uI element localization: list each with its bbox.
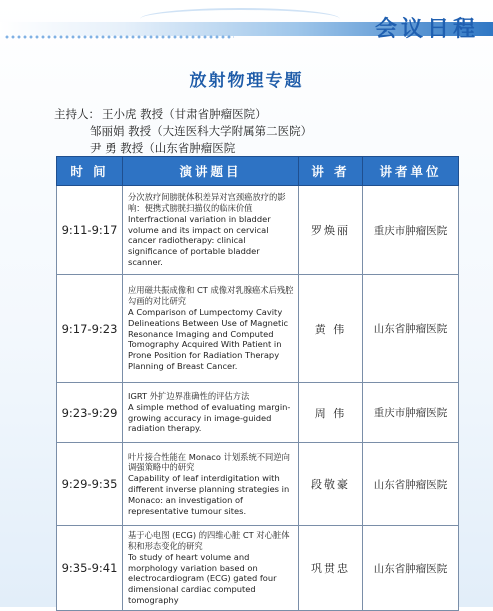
row-title bbox=[123, 526, 299, 611]
title-en: A simple method of evaluating margin-growing accuracy in image-guided radiation therapy. bbox=[128, 401, 291, 434]
row-time: 9:35-9:41 bbox=[57, 526, 123, 611]
session-topic: 放射物理专题 bbox=[189, 71, 304, 91]
banner-title: 会议日程 bbox=[374, 17, 479, 42]
row-unit: 山东省肿瘤医院 bbox=[363, 443, 459, 526]
row-time: 9:29-9:35 bbox=[57, 443, 123, 526]
table-row bbox=[57, 275, 459, 383]
title-en: Capability of leaf interdigitation with different inverse planning strategies in Monaco: an investigation of representative tumour sites. bbox=[128, 473, 290, 516]
table-header-row bbox=[57, 157, 459, 186]
title-zh: IGRT 外扩边界准确性的评估方法 bbox=[128, 390, 250, 401]
row-speaker: 黄 伟 bbox=[299, 275, 363, 383]
schedule-table bbox=[56, 156, 459, 611]
row-time: 9:11-9:17 bbox=[57, 186, 123, 275]
hosts-block bbox=[54, 106, 312, 157]
host-1: 王小虎 教授（甘肃省肿瘤医院） bbox=[102, 107, 267, 121]
row-speaker: 罗焕丽 bbox=[299, 186, 363, 275]
title-zh: 分次放疗间膀胱体积差异对宫颈癌放疗的影响：便携式膀胱扫描仪的临床价值 bbox=[128, 192, 286, 213]
banner-dots bbox=[4, 34, 234, 40]
title-en: To study of heart volume and morphology variation based on electrocardiogram (ECG) gated four dimensional cardiac computed tomography bbox=[128, 551, 277, 605]
row-unit: 山东省肿瘤医院 bbox=[363, 526, 459, 611]
row-unit: 重庆市肿瘤医院 bbox=[363, 186, 459, 275]
table-row bbox=[57, 443, 459, 526]
row-speaker: 段敬豪 bbox=[299, 443, 363, 526]
host-2: 邹丽娟 教授（大连医科大学附属第二医院） bbox=[90, 124, 313, 138]
row-time: 9:17-9:23 bbox=[57, 275, 123, 383]
header-title: 演讲题目 bbox=[123, 157, 299, 186]
row-title bbox=[123, 275, 299, 383]
row-title bbox=[123, 443, 299, 526]
row-title bbox=[123, 186, 299, 275]
title-en: A Comparison of Lumpectomy Cavity Delineations Between Use of Magnetic Resonance Imaging and Computed Tomography Acquired With Patient in Prone Position for Radiation Therapy Planning of Breast Cancer. bbox=[128, 306, 289, 371]
row-unit: 山东省肿瘤医院 bbox=[363, 275, 459, 383]
table-row bbox=[57, 526, 459, 611]
title-zh: 叶片接合性能在 Monaco 计划系统不同逆向调强策略中的研究 bbox=[128, 451, 290, 473]
row-speaker: 巩贯忠 bbox=[299, 526, 363, 611]
title-zh: 应用磁共振成像和 CT 成像对乳腺癌术后残腔勾画的对比研究 bbox=[128, 285, 294, 307]
header-time: 时 间 bbox=[57, 157, 123, 186]
table-row bbox=[57, 383, 459, 443]
host-3: 尹 勇 教授（山东省肿瘤医院 bbox=[90, 141, 236, 155]
hosts-label: 主持人： bbox=[54, 107, 100, 121]
row-title bbox=[123, 383, 299, 443]
header-unit: 讲者单位 bbox=[363, 157, 459, 186]
header-speaker: 讲 者 bbox=[299, 157, 363, 186]
row-time: 9:23-9:29 bbox=[57, 383, 123, 443]
row-speaker: 周 伟 bbox=[299, 383, 363, 443]
row-unit: 重庆市肿瘤医院 bbox=[363, 383, 459, 443]
title-en: Interfractional variation in bladder volume and its impact on cervical cancer radiotherapy: clinical significance of portable bladder scanner. bbox=[128, 213, 271, 267]
header-banner bbox=[0, 0, 493, 42]
table-row bbox=[57, 186, 459, 275]
title-zh: 基于心电图 (ECG) 的四维心脏 CT 对心脏体积和形态变化的研究 bbox=[128, 530, 290, 551]
